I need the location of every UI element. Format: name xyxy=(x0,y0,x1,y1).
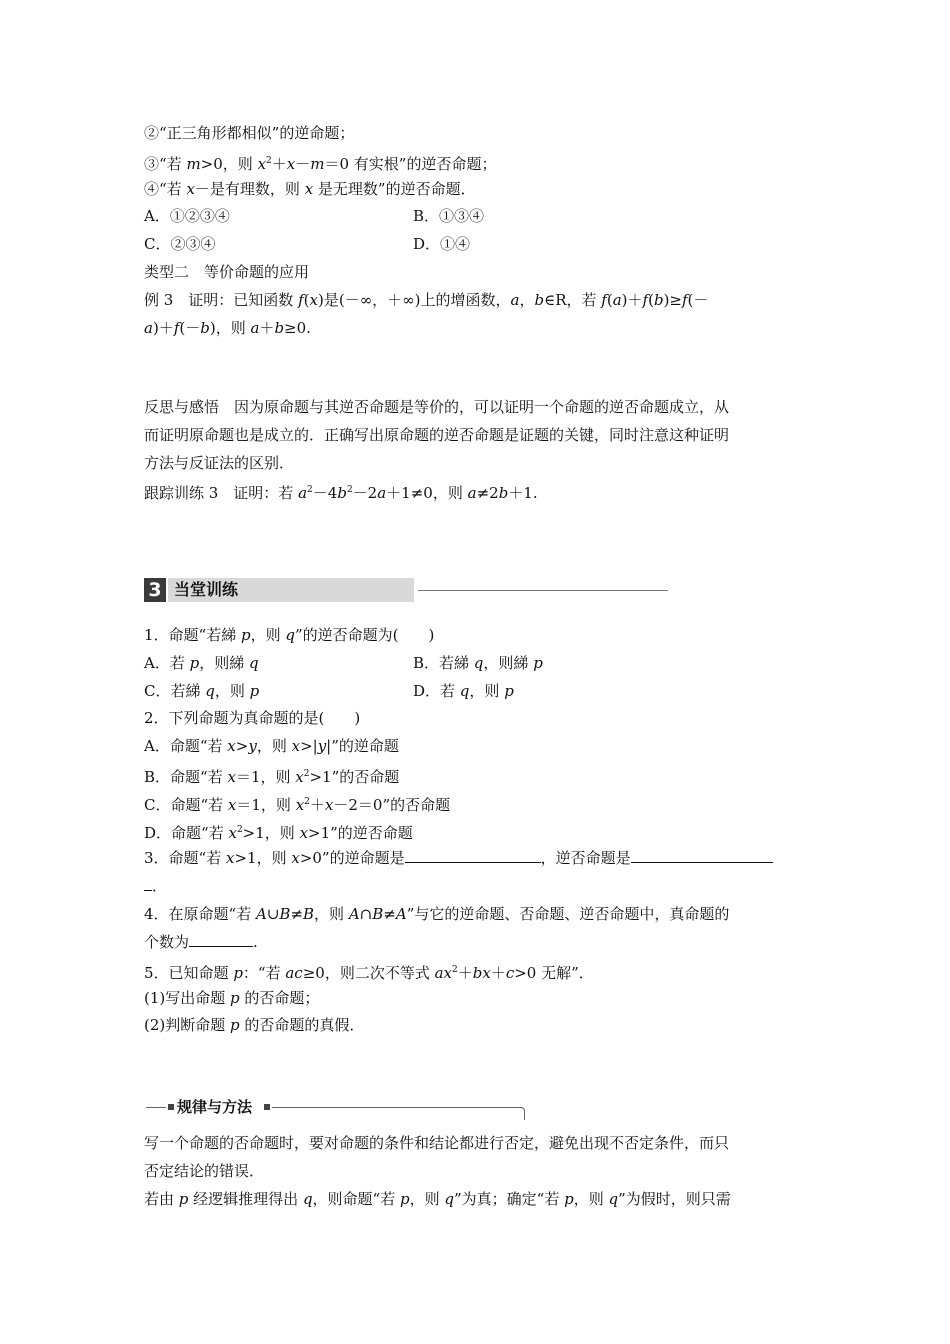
option-b: B．①③④ xyxy=(413,207,485,225)
section-title: 当堂训练 xyxy=(168,578,414,602)
question-2: 2．下列命题为真命题的是( ) xyxy=(144,709,361,727)
type2-heading: 类型二 等价命题的应用 xyxy=(144,263,310,281)
answer-blank-converse[interactable] xyxy=(405,848,541,863)
q2-option-d: D．命题“若 $x^2>1$，则 x>1”的逆否命题 xyxy=(144,824,413,842)
section-rule xyxy=(418,590,668,591)
reflection-line3: 方法与反证法的区别． xyxy=(144,454,295,472)
proposition-2: ②“正三角形都相似”的逆命题； xyxy=(144,124,355,142)
law-para2-line1: 若由 p 经逻辑推理得出 q，则命题“若 p，则 q”为真；确定“若 p，则 q”为假时，则只需 xyxy=(144,1190,731,1208)
q1-option-d: D．若 q，则 p xyxy=(413,682,514,700)
law-method-title: 规律与方法 xyxy=(177,1098,253,1116)
law-para1-line1: 写一个命题的否命题时，要对命题的条件和结论都进行否定，避免出现不否定条件，而只 xyxy=(144,1134,730,1152)
question-5-part1: (1)写出命题 p 的否命题； xyxy=(144,989,320,1007)
question-4: 4．在原命题“若 A∪B≠B，则 A∩B≠A”与它的逆命题、否命题、逆否命题中，真命题的 xyxy=(144,905,730,923)
question-3: 3．命题“若 x>1，则 x>0”的逆命题是 ，逆否命题是 xyxy=(144,848,773,868)
q1-option-b: B．若綈 q，则綈 p xyxy=(413,654,543,672)
q1-option-c: C．若綈 q，则 p xyxy=(144,682,260,700)
option-d: D．①④ xyxy=(413,235,471,253)
square-bullet-icon xyxy=(168,1104,174,1110)
answer-blank-contrapositive-end[interactable] xyxy=(144,876,152,891)
q2-option-c: C．命题“若 x＝1，则 $x^2+x-2=0$”的否命题 xyxy=(144,796,451,814)
answer-blank-contrapositive[interactable] xyxy=(631,848,773,863)
law-method-header xyxy=(144,1098,526,1122)
question-1: 1．命题“若綈 p，则 q”的逆否命题为( ) xyxy=(144,626,435,644)
question-3-cont: ． xyxy=(144,876,167,896)
q2-option-b: B．命题“若 x＝1，则 $x^2>1$”的否命题 xyxy=(144,768,400,786)
tracking-exercise-3: 跟踪训练 3 证明：若 $a^2-4b^2-2a+1\ne 0$，则 a≠2b＋1. xyxy=(144,484,538,502)
option-a: A．①②③④ xyxy=(144,207,230,225)
reflection-line1: 反思与感悟 因为原命题与其逆否命题是等价的，可以证明一个命题的逆否命题成立，从 xyxy=(144,398,730,416)
section-number: 3 xyxy=(144,578,166,602)
square-bullet-icon xyxy=(264,1104,270,1110)
header-corner xyxy=(520,1107,525,1120)
law-para1-line2: 否定结论的错误． xyxy=(144,1162,265,1180)
option-c: C．②③④ xyxy=(144,235,216,253)
answer-blank-count[interactable] xyxy=(189,932,253,947)
proposition-4: ④“若 x－是有理数，则 x 是无理数”的逆否命题． xyxy=(144,180,476,198)
reflection-line2: 而证明原命题也是成立的．正确写出原命题的逆否命题是证题的关键，同时注意这种证明 xyxy=(144,426,730,444)
q1-option-a: A．若 p，则綈 q xyxy=(144,654,259,672)
example3-line2: a)＋f(－b)，则 a＋b≥0. xyxy=(144,319,311,337)
question-4-cont: 个数为 . xyxy=(144,933,258,951)
header-right-rule xyxy=(272,1107,522,1108)
header-left-rule xyxy=(146,1107,166,1108)
q2-option-a: A．命题“若 x>y，则 x>|y|”的逆命题 xyxy=(144,737,399,755)
example3-line1: 例 3 证明：已知函数 f(x)是(－∞，＋∞)上的增函数，a，b∈R，若 f(a)＋f(b)≥f(－ xyxy=(144,291,709,309)
question-5-part2: (2)判断命题 p 的否命题的真假． xyxy=(144,1016,365,1034)
question-5: 5．已知命题 p：“若 ac≥0，则二次不等式 $ax^2+bx+c>0$ 无解”． xyxy=(144,964,594,982)
proposition-3: ③“若 m>0，则 $x^2+x-m=0$ 有实根”的逆否命题； xyxy=(144,155,497,173)
